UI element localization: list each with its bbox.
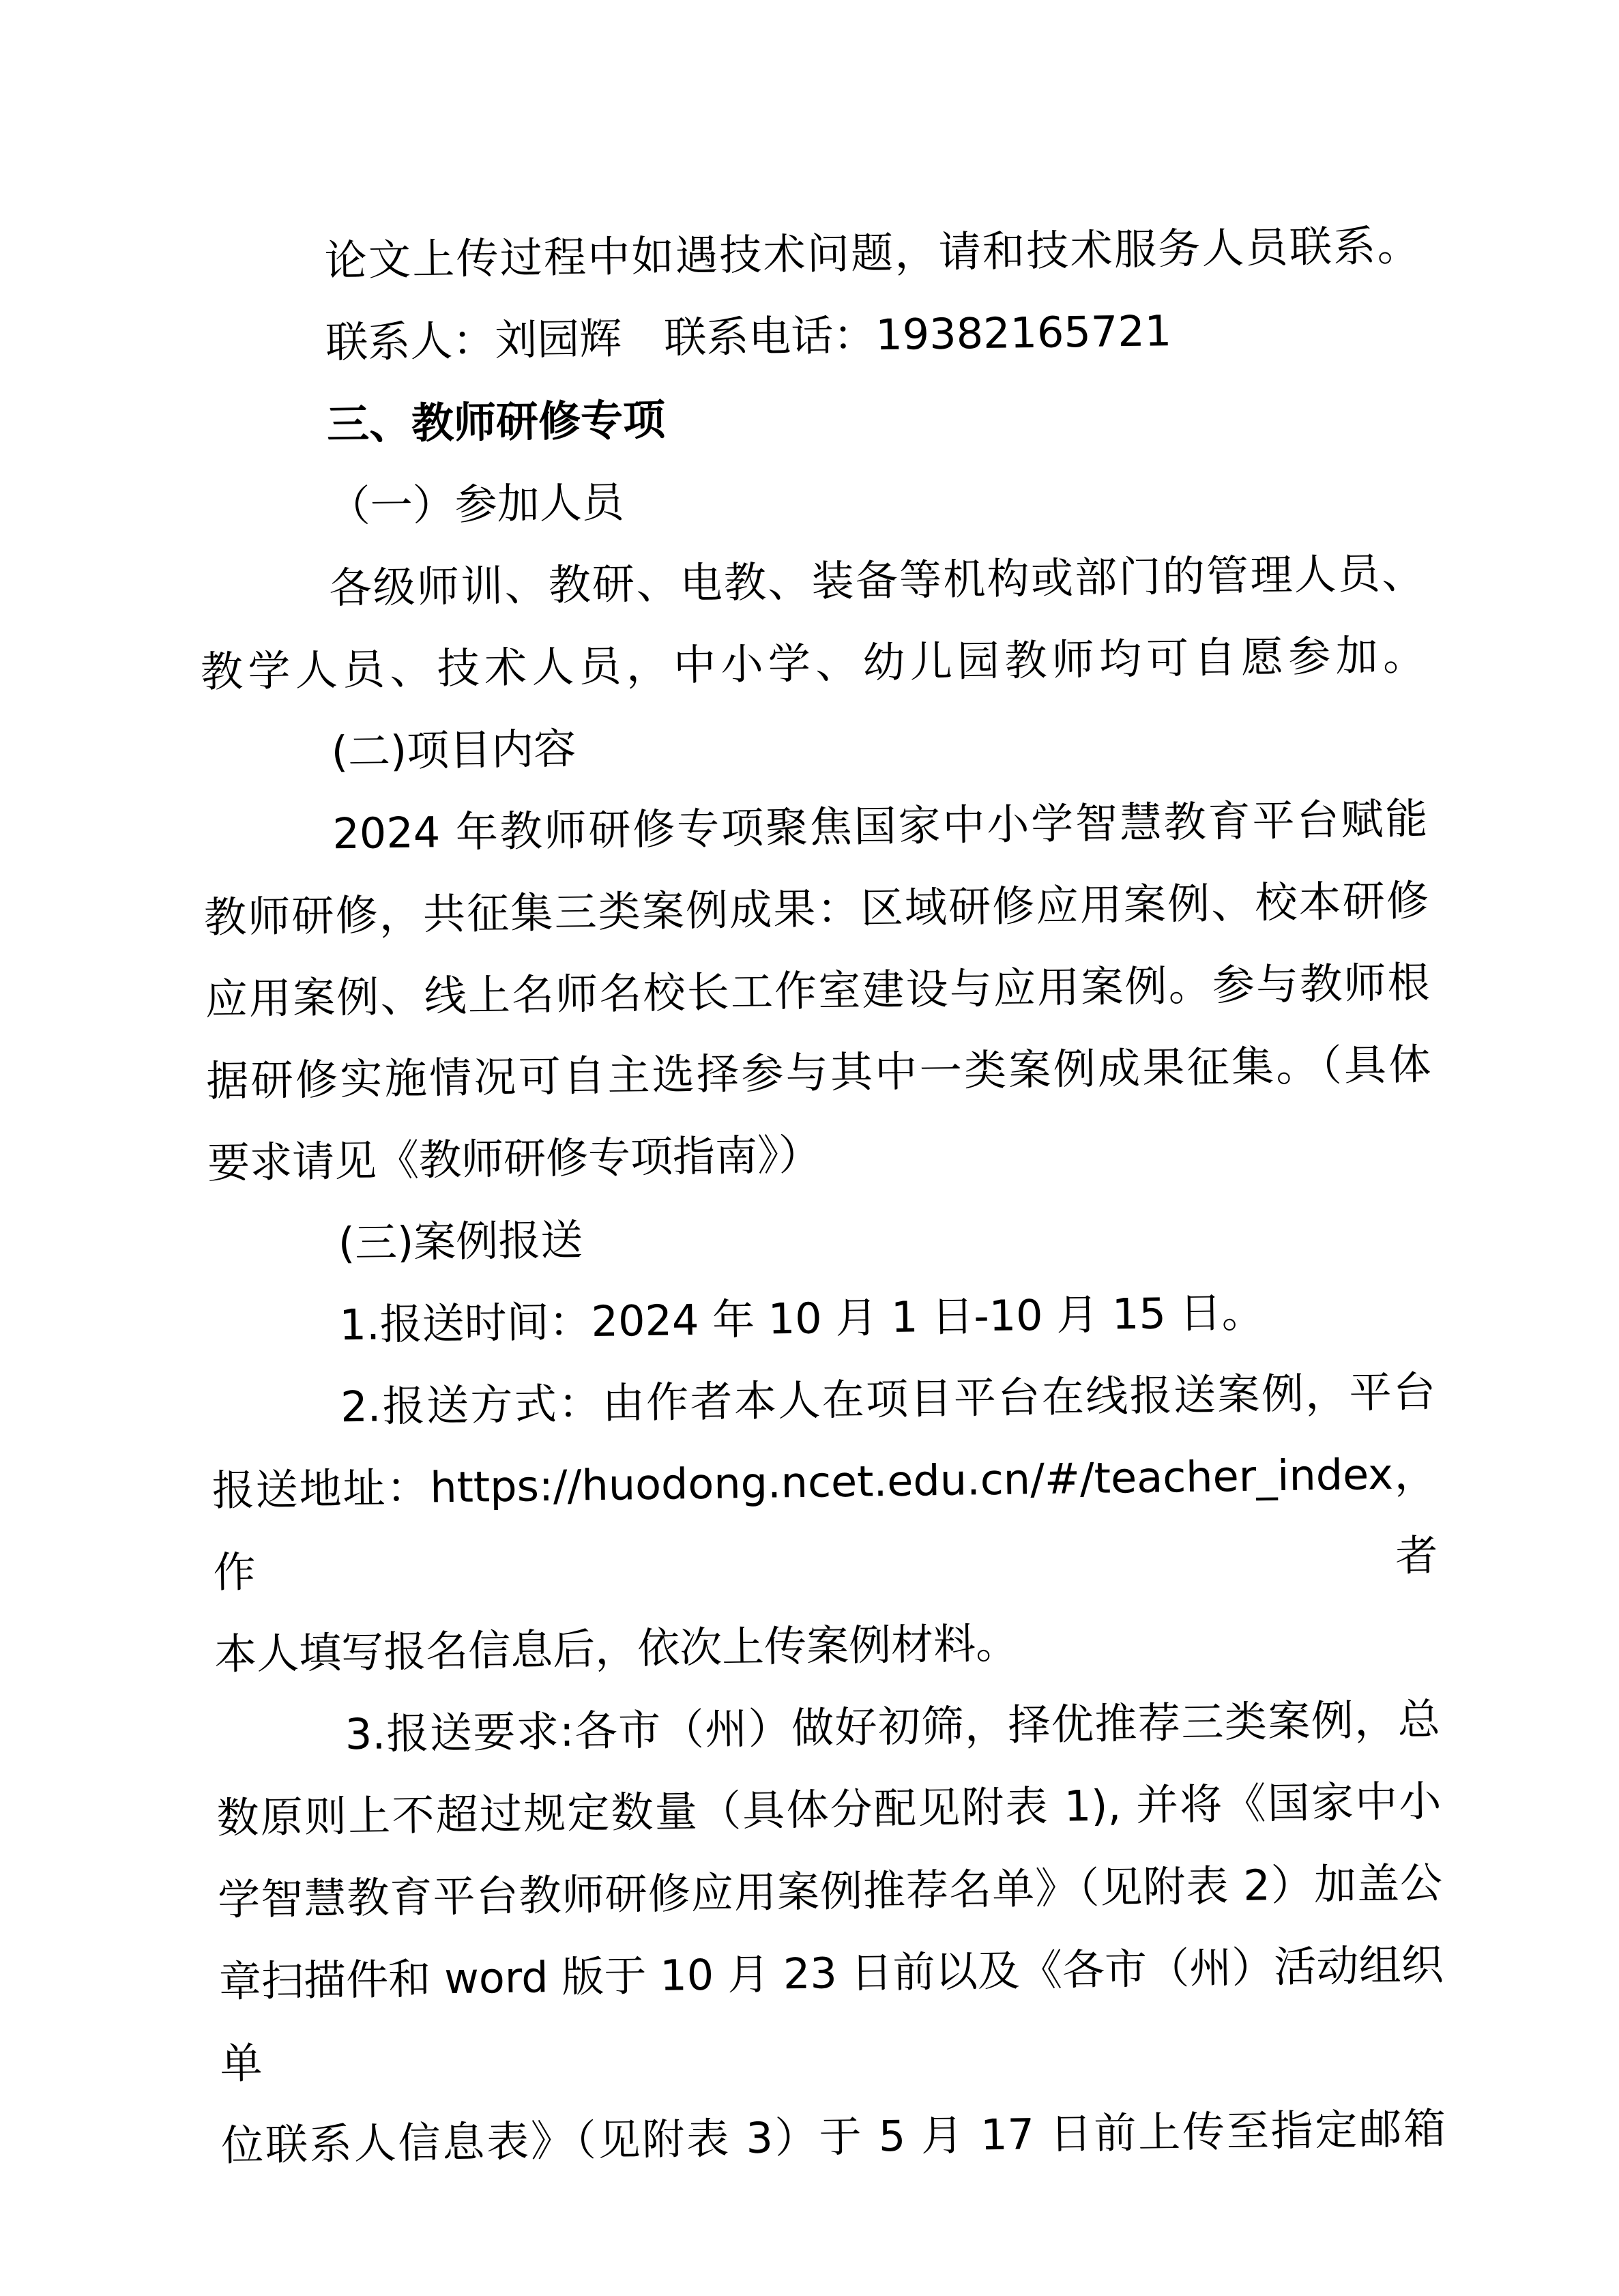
line-tech-support-notice: 论文上传过程中如遇技术问题，请和技术服务人员联系。 (324, 220, 1420, 286)
line-submission-method-1: 2.报送方式：由作者本人在项目平台在线报送案例，平台 (340, 1366, 1436, 1432)
line-contact-info: 联系人：刘园辉 联系电话：19382165721 (325, 306, 1172, 368)
subheading-project-content: (二)项目内容 (331, 723, 577, 777)
line-project-content-3: 应用案例、线上名师名校长工作室建设与应用案例。参与教师根 (205, 957, 1431, 1025)
line-submission-requirements-2: 数原则上不超过规定数量（具体分配见附表 1), 并将《国家中小 (216, 1775, 1442, 1843)
line-participants-2: 教学人员、技术人员，中小学、幼儿园教师均可自愿参加。 (200, 630, 1426, 697)
heading-section-three: 三、教师研修专项 (326, 394, 666, 450)
line-submission-time: 1.报送时间：2024 年 10 月 1 日-10 月 15 日。 (338, 1287, 1265, 1350)
line-submission-method-url: 报送地址：https://huodong.ncet.edu.cn/#/teacher_index，作者 (212, 1448, 1438, 1597)
line-participants-1: 各级师训、教研、电教、装备等机构或部门的管理人员、 (328, 548, 1425, 613)
subheading-participants: （一）参加人员 (327, 477, 625, 532)
line-project-content-5: 要求请见《教师研修专项指南》） (207, 1129, 821, 1189)
subheading-case-submission: (三)案例报送 (338, 1215, 583, 1268)
line-project-content-1: 2024 年教师研修专项聚焦国家中小学智慧教育平台赋能 (332, 793, 1428, 859)
line-submission-requirements-4: 章扫描件和 word 版于 10 月 23 日前以及《各市（州）活动组织单 (218, 1939, 1444, 2089)
line-project-content-2: 教师研修，共征集三类案例成果：区域研修应用案例、校本研修 (203, 875, 1429, 943)
line-submission-requirements-1: 3.报送要求:各市（州）做好初筛，择优推荐三类案例，总 (345, 1694, 1441, 1760)
line-submission-requirements-5: 位联系人信息表》（见附表 3）于 5 月 17 日前上传至指定邮箱 (220, 2103, 1446, 2170)
document-body (194, 205, 1446, 2187)
line-project-content-4: 据研修实施情况可自主选择参与其中一类案例成果征集。（具体 (205, 1038, 1431, 1107)
line-submission-requirements-3: 学智慧教育平台教师研修应用案例推荐名单》（见附表 2）加盖公 (217, 1857, 1443, 1925)
line-submission-method-3: 本人填写报名信息后，依次上传案例材料。 (214, 1618, 1019, 1679)
